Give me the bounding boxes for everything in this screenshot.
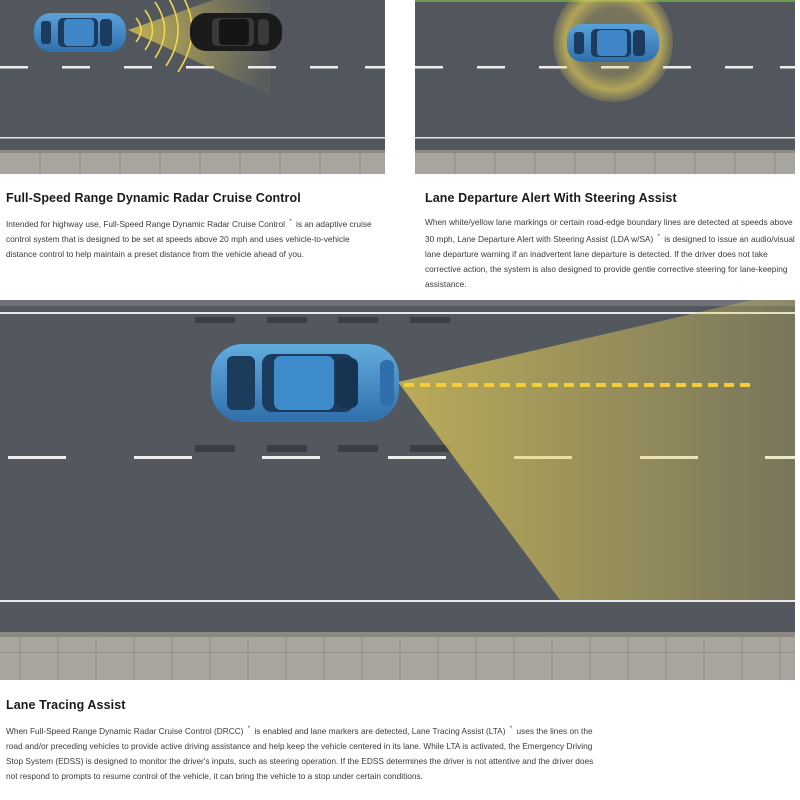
leading-car-black <box>190 13 282 51</box>
lta-illustration <box>0 300 795 680</box>
description-text: uses the lines on the road and/or preceding vehicles to provide active driving assistance and help keep the vehicle centered in its lane. While LTA is activated, the Emergency Driving Stop System (EDSS) is designed to monitor the driver's inputs, such as steering operation. If the EDSS determines the driver is not attentive and the driver does not respond to prompts to resume control of the vehicle, it can bring the vehicle to a stop under certain conditions. <box>6 726 594 781</box>
own-car-blue <box>34 13 126 52</box>
description-text: When white/yellow lane markings or certain road-edge boundary lines are detected at speeds above 30 mph, Lane Departure Alert with Steering Assist (LDA w/SA) <box>425 217 793 244</box>
feature-description <box>425 215 795 292</box>
footnote-marker[interactable]: * <box>289 219 292 225</box>
feature-description <box>6 722 606 784</box>
description-text: is enabled and lane markers are detected, Lane Tracing Assist (LTA) <box>254 726 506 736</box>
lda-illustration <box>415 0 795 174</box>
sidewalk <box>415 150 795 174</box>
feature-lta <box>6 698 606 784</box>
sidewalk <box>0 632 795 680</box>
feature-title: Full-Speed Range Dynamic Radar Cruise Control <box>6 191 301 205</box>
footnote-marker[interactable]: * <box>247 726 251 732</box>
feature-title: Lane Tracing Assist <box>6 698 126 712</box>
footnote-marker[interactable]: * <box>657 234 660 240</box>
own-car-blue <box>567 24 659 62</box>
feature-description <box>6 215 376 262</box>
description-text: Intended for highway use, Full-Speed Range Dynamic Radar Cruise Control <box>6 219 286 229</box>
feature-drcc <box>6 191 376 262</box>
description-text: is designed to issue an audio/visual lane departure warning if an inadvertent lane departure is detected. If the driver does not take corrective action, the system is also designed to provide gentle corrective steering for lane-keeping assistance. <box>425 234 795 289</box>
footnote-marker[interactable]: * <box>509 726 513 732</box>
feature-lda <box>425 191 795 292</box>
description-text: is an adaptive cruise control system that is designed to be set at speeds above 20 mph and uses vehicle-to-vehicle distance control to help maintain a preset distance from the vehicle ahead of you. <box>6 219 372 259</box>
sidewalk <box>0 150 385 174</box>
feature-title: Lane Departure Alert With Steering Assist <box>425 191 677 205</box>
own-car-blue <box>211 344 399 422</box>
drcc-illustration <box>0 0 385 174</box>
description-text: When Full-Speed Range Dynamic Radar Cruise Control (DRCC) <box>6 726 244 736</box>
